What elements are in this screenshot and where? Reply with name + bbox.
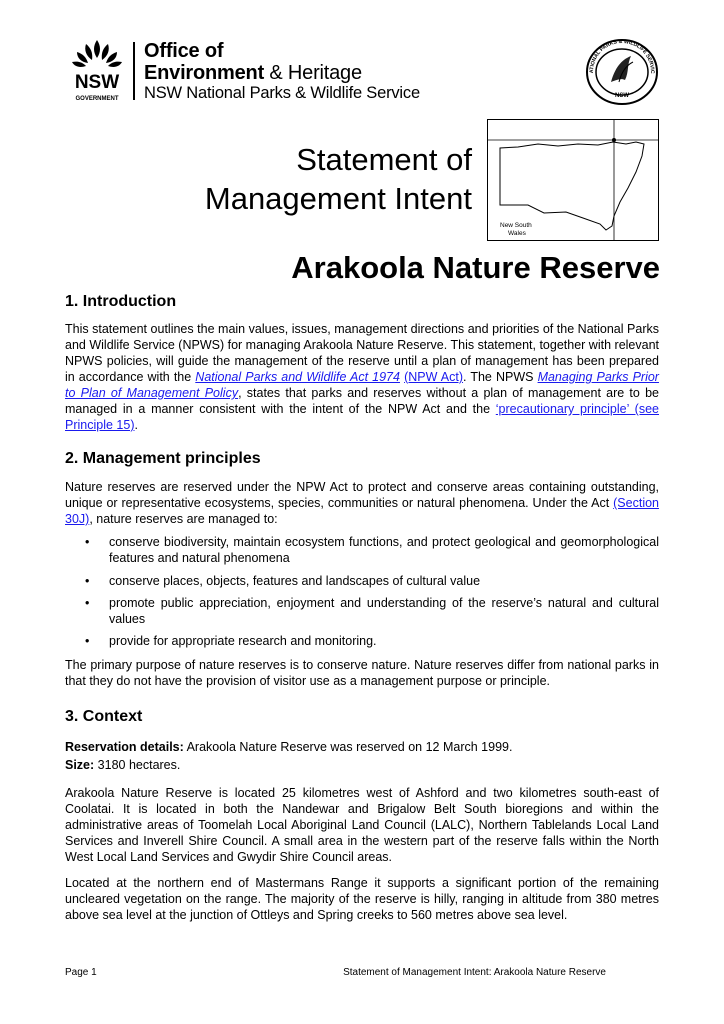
intro-paragraph xyxy=(65,321,659,433)
principles-text-1: Nature reserves are reserved under the NPW Act to protect and conserve areas containing outstanding, unique or representative ecosystems, species, communities or natural phenomena. Under the Act xyxy=(65,480,659,510)
org-name-line1: Office of xyxy=(144,40,224,62)
size-label: Size: xyxy=(65,758,95,772)
intro-text-2: . The NPWS xyxy=(463,370,538,384)
npws-badge-icon xyxy=(585,38,659,106)
nsw-map-icon xyxy=(488,120,658,240)
npw-act-abbrev-link[interactable]: (NPW Act) xyxy=(404,370,464,384)
principles-heading: 2. Management principles xyxy=(65,450,261,467)
list-item xyxy=(85,573,659,589)
reservation-value: Arakoola Nature Reserve was reserved on 12 March 1999. xyxy=(183,740,513,754)
list-item xyxy=(85,534,659,566)
org-name-environment: Environment xyxy=(144,62,265,84)
bullet-icon: • xyxy=(85,574,90,588)
nsw-locator-map xyxy=(487,119,659,241)
size-value: 3180 hectares. xyxy=(94,758,181,772)
principles-paragraph xyxy=(65,479,659,527)
intro-heading: 1. Introduction xyxy=(65,293,177,310)
context-paragraph-1: Arakoola Nature Reserve is located 25 kilometres west of Ashford and two kilometres south-east of Coolatai. It is located in both the Nandewar and Brigalow Belt South bioregions and within the administrative areas of Toomelah Local Aboriginal Land Council (LALC), Northern Tablelands Local Land Services and Inverell Shire Council. A small area in the western part of the reserve falls within the North West Local Land Services and Gwydir Shire Council areas. xyxy=(65,786,659,864)
footer-title: Statement of Management Intent: Arakoola Nature Reserve xyxy=(343,967,606,978)
logo-divider xyxy=(133,42,135,100)
map-label-line1: New South xyxy=(500,222,532,229)
org-name-line2 xyxy=(144,62,362,84)
bullet-icon: • xyxy=(85,535,90,549)
org-subtitle: NSW National Parks & Wildlife Service xyxy=(144,84,420,102)
badge-ring-text: ATIONAL PARKS & WILDLIFE SERVIC xyxy=(588,38,656,74)
org-name xyxy=(144,40,362,84)
list-item xyxy=(85,595,659,627)
oeh-logo xyxy=(68,38,438,104)
bullet-icon: • xyxy=(85,634,90,648)
document-title xyxy=(52,140,472,218)
reservation-details xyxy=(65,739,659,755)
npw-act-link[interactable]: National Parks and Wildlife Act 1974 xyxy=(195,370,400,384)
size-details xyxy=(65,757,659,773)
waratah-icon xyxy=(68,38,126,102)
map-label-line2: Wales xyxy=(508,230,526,237)
intro-text-3: , states that parks and reserves without a plan of management are to be managed in a manner consistent with the intent of the NPW Act and the xyxy=(65,386,659,416)
document-title-line1: Statement of xyxy=(296,142,472,177)
principles-closing: The primary purpose of nature reserves is to conserve nature. Nature reserves differ from national parks in that they do not have the provision of visitor use as a management purpose or principle. xyxy=(65,658,659,688)
badge-nsw-text: NSW xyxy=(615,93,629,99)
list-item xyxy=(85,633,659,649)
managing-parks-policy-link[interactable]: Managing Parks Prior to Plan of Management Policy xyxy=(65,370,659,400)
page-number: Page 1 xyxy=(65,967,97,978)
bullet-icon: • xyxy=(85,596,90,610)
logo-government-text: GOVERNMENT xyxy=(75,96,119,102)
intro-text-4: . xyxy=(134,418,138,432)
section-30j-link[interactable]: (Section 30J) xyxy=(65,496,659,526)
document-title-line2: Management Intent xyxy=(204,181,472,216)
list-item-text: provide for appropriate research and monitoring. xyxy=(109,634,377,648)
principles-text-2: , nature reserves are managed to: xyxy=(89,512,278,526)
logo-nsw-text: NSW xyxy=(74,72,120,93)
org-name-heritage: & Heritage xyxy=(264,62,362,84)
intro-text-1: This statement outlines the main values, issues, management directions and priorities of the National Parks and Wildlife Service (NPWS) for managing Arakoola Nature Reserve. This statement, together with relevant NPWS policies, will guide the management of the reserve until a plan of management has been prepared in accordance with the xyxy=(65,322,659,384)
list-item-text: conserve biodiversity, maintain ecosystem functions, and protect geological and geomorphological features and natural phenomena xyxy=(109,535,659,565)
context-heading: 3. Context xyxy=(65,708,143,725)
list-item-text: promote public appreciation, enjoyment and understanding of the reserve’s natural and cultural values xyxy=(109,596,659,626)
list-item-text: conserve places, objects, features and landscapes of cultural value xyxy=(109,574,481,588)
precautionary-principle-link[interactable]: ‘precautionary principle’ (see Principle 15) xyxy=(65,402,659,432)
reserve-title: Arakoola Nature Reserve xyxy=(291,250,660,285)
reservation-label: Reservation details: xyxy=(65,740,184,754)
context-paragraph-2: Located at the northern end of Mastermans Range it supports a significant portion of the remaining uncleared vegetation on the range. The majority of the reserve is hilly, ranging in altitude from 380 metres above sea level at the junction of Ottleys and Spring creeks to 560 metres above sea level. xyxy=(65,876,659,922)
